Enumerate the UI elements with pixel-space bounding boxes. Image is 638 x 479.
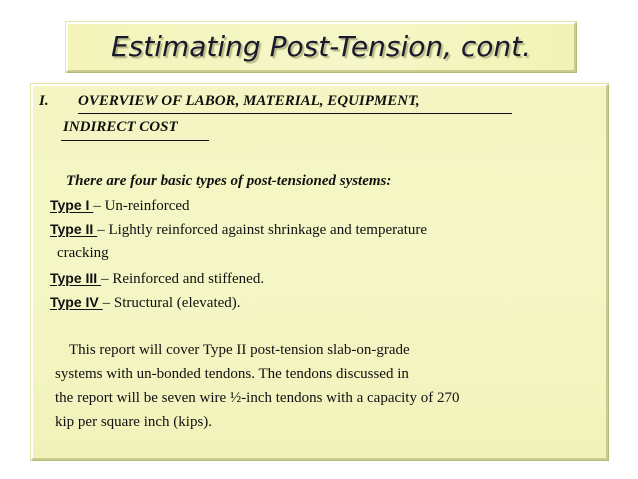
type-item [50,197,190,215]
heading-underline-2 [61,140,209,141]
report-line-2: systems with un-bonded tendons. The tendons discussed in [55,366,409,382]
type-item [50,270,264,288]
type-label: Type III [50,270,102,286]
title-box [66,22,576,72]
intro-text: There are four basic types of post-tensioned systems: [66,173,392,189]
type-item [50,294,241,312]
section-number: I. [39,93,49,109]
heading-underline-1 [78,113,512,114]
type-description: – Lightly reinforced against shrinkage and temperature [97,222,428,238]
type-item [50,221,427,239]
section-heading-line1: OVERVIEW OF LABOR, MATERIAL, EQUIPMENT, [78,93,420,109]
type-label: Type IV [50,294,103,310]
type-description: – Reinforced and stiffened. [101,271,265,287]
type-description-continuation: cracking [57,245,109,261]
report-line-3: the report will be seven wire ½-inch tendons with a capacity of 270 [55,390,460,406]
type-label: Type I [50,197,94,213]
type-label: Type II [50,221,98,237]
type-description: – Structural (elevated). [102,295,241,311]
section-heading-line2: INDIRECT COST [63,119,178,135]
report-line-4: kip per square inch (kips). [55,414,213,430]
type-description: – Un-reinforced [93,198,190,214]
report-line-1: This report will cover Type II post-tension slab-on-grade [69,342,410,358]
slide-title: Estimating Post-Tension, cont. [110,30,532,63]
content-panel [31,84,608,460]
